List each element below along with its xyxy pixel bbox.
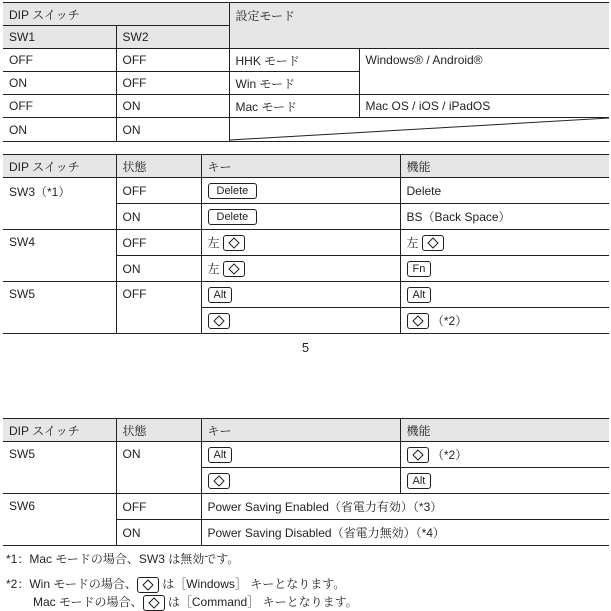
cell-key [201,256,400,282]
dip-key-table [3,154,609,334]
cell-os: Windows® / Android® [359,49,609,95]
alt-key: Alt [407,473,432,489]
header-function: 機能 [400,155,609,178]
left-label: 左 [207,235,220,250]
cell-key [201,308,400,334]
cell-function [400,442,609,468]
cell-function [400,468,609,494]
cell-function [400,308,609,334]
cell-sw3: SW3（*1） [3,178,116,230]
cell-function: Delete [400,178,609,204]
cell-function [400,282,609,308]
table-row [3,95,609,118]
diamond-key-icon [137,577,159,593]
cell-sw1: OFF [3,49,116,72]
cell-function [400,230,609,256]
table-row [3,494,609,520]
diamond-key-icon [407,313,429,329]
cell-function [400,256,609,282]
cell-diagonal [229,118,609,142]
cell-mode: Mac モード [229,95,359,118]
footnote-2-suffix: は［Windows］ キーとなります。 [162,577,346,591]
table-row [3,282,609,308]
table-row [3,49,609,72]
cell-key [201,204,400,230]
table-row [3,230,609,256]
header-dip-switch: DIP スイッチ [3,155,116,178]
table-row [3,118,609,142]
alt-key: Alt [208,287,233,303]
header-key: キー [201,155,400,178]
footnote-2 [6,575,345,593]
header-dip-switch: DIP スイッチ [3,3,229,26]
dip-mode-table [3,2,609,142]
cell-state: ON [116,204,201,230]
diamond-key-icon [407,447,429,463]
cell-sw1: ON [3,118,116,142]
header-state: 状態 [116,419,201,442]
diamond-key-icon [223,261,245,277]
cell-state: ON [116,256,201,282]
fn-key: Fn [407,261,432,277]
table-row [3,178,609,204]
header-dip-switch: DIP スイッチ [3,419,116,442]
cell-state: OFF [116,230,201,256]
header-setting-mode: 設定モード [229,3,609,49]
note-ref: （*2） [431,447,468,462]
cell-key [201,282,400,308]
footnote-2b-suffix: は［Command］ キーとなります。 [167,595,358,609]
cell-sw4: SW4 [3,230,116,282]
cell-sw5: SW5 [3,282,116,334]
table-row [3,442,609,468]
header-sw2: SW2 [116,26,229,49]
cell-state: OFF [116,494,201,520]
dip-key-table-continued [3,418,609,546]
cell-sw1: ON [3,72,116,95]
cell-state: OFF [116,282,201,334]
cell-sw6: SW6 [3,494,116,546]
header-key: キー [201,419,400,442]
note-ref: （*2） [431,313,468,328]
cell-sw2: OFF [116,49,229,72]
cell-state: OFF [116,178,201,204]
cell-key [201,178,400,204]
diamond-key-icon [208,313,230,329]
header-state: 状態 [116,155,201,178]
footnote-2-prefix: *2：Win モードの場合、 [6,577,137,591]
diamond-key-icon [422,235,444,251]
cell-sw2: ON [116,118,229,142]
page-number: 5 [301,340,310,355]
cell-sw5: SW5 [3,442,116,494]
delete-key: Delete [208,209,258,225]
footnote-2b-prefix: Mac モードの場合、 [33,595,143,609]
cell-state: ON [116,442,201,494]
cell-key [201,230,400,256]
header-sw1: SW1 [3,26,116,49]
diamond-key-icon [143,595,165,611]
cell-key [201,468,400,494]
left-label: 左 [406,235,419,250]
diagonal-line [230,118,610,141]
cell-sw2: ON [116,95,229,118]
cell-sw2: OFF [116,72,229,95]
cell-state: ON [116,520,201,546]
cell-sw1: OFF [3,95,116,118]
cell-power-saving: Power Saving Disabled（省電力無効）（*4） [201,520,609,546]
cell-power-saving: Power Saving Enabled（省電力有効）（*3） [201,494,609,520]
diamond-key-icon [208,473,230,489]
delete-key: Delete [208,183,258,199]
alt-key: Alt [407,287,432,303]
cell-function: BS（Back Space） [400,204,609,230]
header-function: 機能 [400,419,609,442]
cell-key [201,442,400,468]
footnote-2b [33,593,358,611]
footnote-1: *1：Mac モードの場合、SW3 は無効です。 [6,552,240,566]
cell-os: Mac OS / iOS / iPadOS [359,95,609,118]
alt-key: Alt [208,447,233,463]
diamond-key-icon [223,235,245,251]
cell-mode: Win モード [229,72,359,95]
cell-mode: HHK モード [229,49,359,72]
left-label: 左 [207,261,220,276]
